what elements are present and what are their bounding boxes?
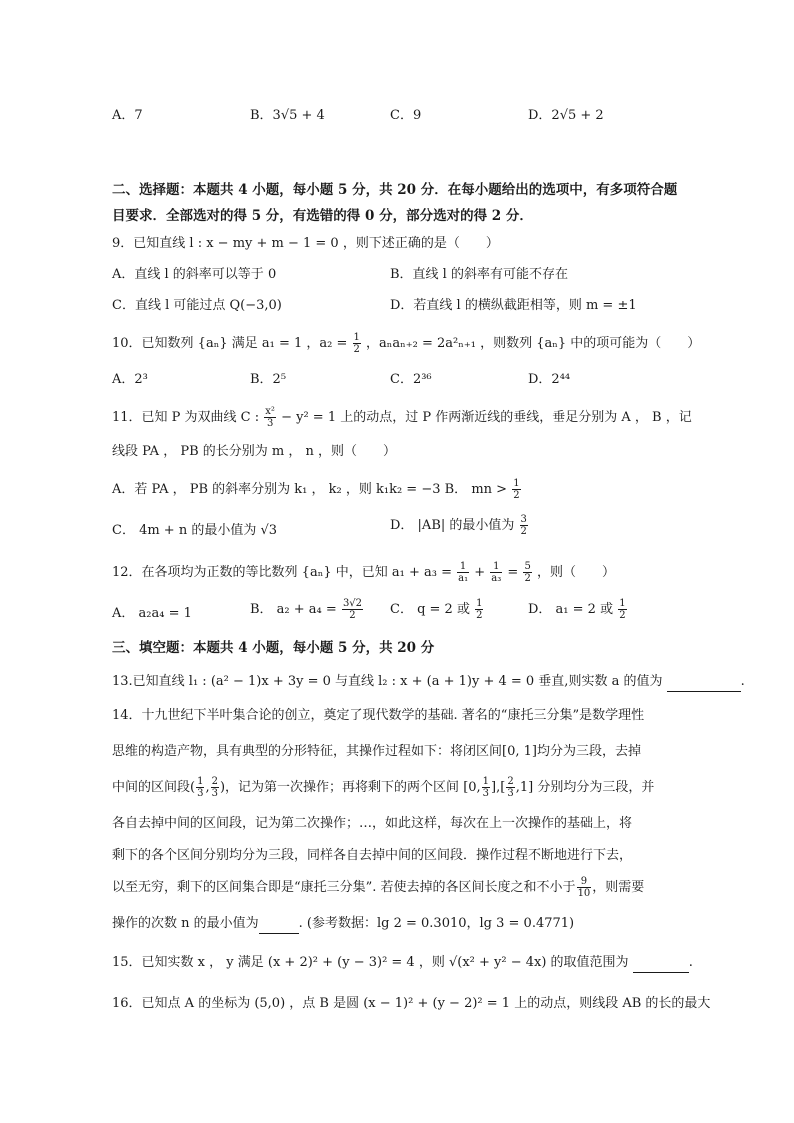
q14-line1: 14．十九世纪下半叶集合论的创立，奠定了现代数学的基础. 著名的“康托三分集”是数学理性 bbox=[112, 708, 645, 723]
q14-line7 bbox=[112, 914, 574, 934]
q14-frac-9-10 bbox=[577, 876, 592, 899]
q12-f1-num: 1 bbox=[457, 561, 469, 573]
q11-stem-part2: − y² = 1 上的动点，过 P 作两渐近线的垂线，垂足分别为 A ， B ，记 bbox=[281, 410, 692, 425]
q12-f3-den: 2 bbox=[524, 573, 531, 584]
q11-stem-part1: 11．已知 P 为双曲线 C : bbox=[112, 410, 260, 425]
q11-frac-num: x² bbox=[265, 406, 275, 417]
q15-stem-text: 15．已知实数 x ， y 满足 (x + 2)² + (y − 3)² = 4 ，则 √(x² + y² − 4x) 的取值范围为 bbox=[112, 955, 629, 970]
q15-stem bbox=[112, 953, 693, 973]
q12-f2-den: a₃ bbox=[491, 573, 502, 584]
q14-line6-part2: ，则需要 bbox=[592, 880, 645, 895]
q11d-frac-num: 3 bbox=[520, 514, 527, 525]
q12-option-d bbox=[528, 598, 628, 621]
q14-frac-1-3 bbox=[196, 776, 204, 799]
q14-line2: 思维的构造产物，具有典型的分形特征，其操作过程如下：将闭区间[0, 1]均分为三段，去掉 bbox=[112, 744, 641, 759]
q14d-num: 2 bbox=[507, 776, 514, 787]
q15-end: . bbox=[688, 955, 693, 970]
q14-frac-int-2-3 bbox=[506, 776, 514, 799]
q8-option-c: C．9 bbox=[390, 108, 422, 123]
q11-fraction-hyperbola bbox=[264, 406, 276, 429]
q12d-den: 2 bbox=[619, 610, 626, 621]
q12-fraction-5-2 bbox=[523, 561, 531, 584]
q12c-den: 2 bbox=[476, 610, 483, 621]
q11d-frac-den: 2 bbox=[520, 526, 527, 537]
q14-line3-part3: 分别均分为三段，并 bbox=[537, 780, 655, 795]
q12-option-b bbox=[250, 598, 364, 621]
q11-frac-den: 3 bbox=[266, 418, 274, 429]
q14-line7-part2: . (参考数据：lg 2 = 0.3010，lg 3 = 0.4771) bbox=[298, 916, 575, 931]
q14c-num: 1 bbox=[482, 776, 490, 787]
q12-fraction-1-a1 bbox=[457, 561, 469, 584]
q14-answer-blank[interactable] bbox=[259, 919, 299, 934]
q10-frac-den: 2 bbox=[353, 344, 360, 355]
q12-fraction-c-half bbox=[475, 598, 483, 621]
q12b-num: 3√2 bbox=[342, 598, 363, 609]
q11b-frac-den: 2 bbox=[513, 490, 520, 501]
section2-heading-line2: 目要求．全部选对的得 5 分，有选错的得 0 分，部分选对的得 2 分． bbox=[112, 208, 533, 224]
q11-options-ab bbox=[112, 478, 522, 501]
q14-line5: 剩下的各个区间分别均分为三段，同样各自去掉中间的区间段．操作过程不断地进行下去， bbox=[112, 848, 633, 863]
q15-answer-blank[interactable] bbox=[633, 958, 689, 973]
q14e-num: 9 bbox=[577, 876, 592, 888]
q10-option-b: B．2⁵ bbox=[250, 372, 287, 387]
q8-option-b: B．3√5 + 4 bbox=[250, 108, 325, 123]
q11-option-d bbox=[390, 514, 529, 537]
q12-fraction-d-half bbox=[618, 598, 626, 621]
q11-option-d-text: D． |AB| 的最小值为 bbox=[390, 518, 515, 533]
q11-stem bbox=[112, 406, 692, 429]
q12-f1-den: a₁ bbox=[458, 573, 469, 584]
q14-line6-part1: 以至无穷，剩下的区间集合即是“康托三分集”. 若使去掉的各区间长度之和不小于 bbox=[112, 880, 576, 895]
q9-option-d: D．若直线 l 的横纵截距相等，则 m = ±1 bbox=[390, 298, 637, 313]
q9-option-b: B．直线 l 的斜率有可能不存在 bbox=[390, 267, 568, 282]
q14a-den: 3 bbox=[197, 788, 204, 799]
q14d-den: 3 bbox=[507, 788, 514, 799]
q14-interval-open: [0, bbox=[463, 780, 481, 795]
q14a-num: 1 bbox=[197, 776, 204, 787]
q14-line6 bbox=[112, 876, 644, 899]
q11b-frac-num: 1 bbox=[513, 478, 520, 489]
q12-option-c-text: C． q = 2 或 bbox=[390, 602, 470, 617]
q12-fraction-3sqrt2 bbox=[342, 598, 363, 621]
q10-stem-part2: ，aₙaₙ₊₂ = 2a²ₙ₊₁ ，则数列 {aₙ} 中的项可能为（ ） bbox=[366, 336, 701, 351]
q12-f3-num: 5 bbox=[524, 561, 531, 572]
q14-comma: , bbox=[205, 780, 210, 795]
q9-option-a: A．直线 l 的斜率可以等于 0 bbox=[112, 267, 277, 282]
q10-stem bbox=[112, 332, 700, 355]
q12-option-a: A． a₂a₄ = 1 bbox=[112, 606, 192, 621]
q12c-num: 1 bbox=[476, 598, 483, 609]
q10-frac-num: 1 bbox=[353, 332, 360, 343]
q14-line3 bbox=[112, 776, 654, 799]
q11-stem-line2: 线段 PA ， PB 的长分别为 m ， n ，则（ ） bbox=[112, 444, 397, 459]
q11-option-ab-text: A．若 PA ， PB 的斜率分别为 k₁ ， k₂ ，则 k₁k₂ = −3 B． mn > bbox=[112, 482, 508, 497]
q10-option-d: D．2⁴⁴ bbox=[528, 372, 571, 387]
q13-stem bbox=[112, 672, 745, 692]
q12-plus: + bbox=[474, 565, 486, 580]
section3-heading: 三、填空题：本题共 4 小题，每小题 5 分，共 20 分 bbox=[112, 640, 435, 656]
q12-option-d-text: D． a₁ = 2 或 bbox=[528, 602, 614, 617]
q14b-num: 2 bbox=[211, 776, 218, 787]
q10-fraction-a2 bbox=[353, 332, 361, 355]
q12b-den: 2 bbox=[349, 610, 356, 621]
q11-option-c: C． 4m + n 的最小值为 √3 bbox=[112, 523, 278, 538]
q14e-den: 10 bbox=[577, 888, 591, 899]
q12-option-b-text: B． a₂ + a₄ = bbox=[250, 602, 337, 617]
q8-option-a: A．7 bbox=[112, 108, 143, 123]
q9-option-c: C．直线 l 可能过点 Q(−3,0) bbox=[112, 298, 282, 313]
q12-fraction-1-a3 bbox=[490, 561, 502, 584]
q14c-den: 3 bbox=[482, 788, 490, 799]
q10-option-a: A．2³ bbox=[112, 372, 148, 387]
q14-line3-part1: 中间的区间段( bbox=[112, 780, 196, 795]
q14-line3-part2: )，记为第一次操作；再将剩下的两个区间 bbox=[219, 780, 460, 795]
q12d-num: 1 bbox=[619, 598, 626, 609]
q12-option-c bbox=[390, 598, 484, 621]
q12-eq: = bbox=[507, 565, 519, 580]
q16-stem: 16．已知点 A 的坐标为 (5,0) ，点 B 是圆 (x − 1)² + (y − 2)² = 1 上的动点，则线段 AB 的长的最大 bbox=[112, 996, 711, 1011]
q12-f2-num: 1 bbox=[490, 561, 502, 573]
q9-stem: 9．已知直线 l : x − my + m − 1 = 0 ，则下述正确的是（ ） bbox=[112, 236, 499, 251]
q12-stem-part2: ，则（ ） bbox=[536, 565, 615, 580]
q13-end: . bbox=[740, 674, 745, 689]
q14-interval-close: ,1] bbox=[515, 780, 534, 795]
q8-option-d: D．2√5 + 2 bbox=[528, 108, 604, 123]
q14-interval-mid: ],[ bbox=[491, 780, 506, 795]
q10-stem-part1: 10．已知数列 {aₙ} 满足 a₁ = 1 ，a₂ = bbox=[112, 336, 348, 351]
q10-option-c: C．2³⁶ bbox=[390, 372, 432, 387]
section2-heading-line1: 二、选择题：本题共 4 小题，每小题 5 分，共 20 分．在每小题给出的选项中，有多项符合题 bbox=[112, 182, 678, 198]
q14-frac-int-1-3 bbox=[482, 776, 490, 799]
q12-stem-part1: 12．在各项均为正数的等比数列 {aₙ} 中，已知 a₁ + a₃ = bbox=[112, 565, 452, 580]
q12-stem bbox=[112, 561, 615, 584]
q14-line7-part1: 操作的次数 n 的最小值为 bbox=[112, 916, 259, 931]
q14-line4: 各自去掉中间的区间段，记为第二次操作；…，如此这样，每次在上一次操作的基础上，将 bbox=[112, 816, 633, 831]
q14-frac-2-3 bbox=[211, 776, 219, 799]
q11-fraction-half bbox=[512, 478, 520, 501]
q13-stem-text: 13.已知直线 l₁ : (a² − 1)x + 3y = 0 与直线 l₂ : x + (a + 1)y + 4 = 0 垂直,则实数 a 的值为 bbox=[112, 674, 663, 689]
q13-answer-blank[interactable] bbox=[667, 677, 741, 692]
q14b-den: 3 bbox=[211, 788, 218, 799]
q11-fraction-three-halves bbox=[520, 514, 528, 537]
